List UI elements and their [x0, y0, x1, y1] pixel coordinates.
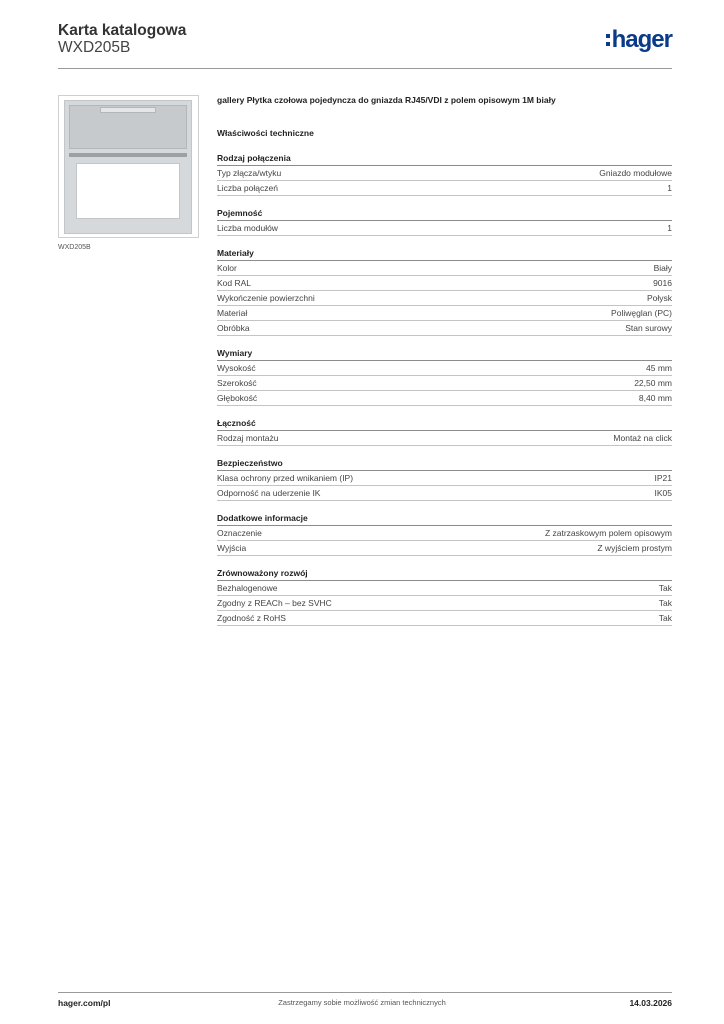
property-value: IK05 [654, 488, 672, 498]
product-image [58, 95, 199, 238]
property-value: Z wyjściem prostym [597, 543, 672, 553]
property-row [217, 471, 672, 486]
property-row [217, 431, 672, 446]
property-row [217, 611, 672, 626]
section-title: Wymiary [217, 347, 672, 361]
property-value: Tak [658, 613, 672, 623]
property-row [217, 321, 672, 336]
property-value: Stan surowy [625, 323, 672, 333]
footer-disclaimer: Zastrzegamy sobie możliwość zmian technicznych [278, 998, 446, 1007]
header-divider [58, 68, 672, 69]
product-details [217, 95, 672, 637]
property-value: Połysk [646, 293, 672, 303]
product-code: WXD205B [58, 39, 131, 56]
property-label: Kolor [217, 263, 237, 273]
property-row [217, 581, 672, 596]
property-value: Z zatrzaskowym polem opisowym [544, 528, 672, 538]
property-label: Typ złącza/wtyku [217, 168, 282, 178]
property-value: 9016 [653, 278, 672, 288]
footer-divider [58, 992, 672, 993]
property-value: 45 mm [646, 363, 672, 373]
property-section [217, 207, 672, 236]
image-caption: WXD205B [58, 244, 91, 251]
property-row [217, 361, 672, 376]
property-label: Szerokość [217, 378, 257, 388]
property-row [217, 596, 672, 611]
footer-website[interactable]: hager.com/pl [58, 998, 111, 1008]
property-section [217, 152, 672, 196]
property-value: 22,50 mm [634, 378, 672, 388]
hager-logo [606, 28, 672, 52]
property-label: Wyjścia [217, 543, 247, 553]
property-label: Odporność na uderzenie IK [217, 488, 321, 498]
plate-socket-window [76, 163, 180, 219]
property-row [217, 291, 672, 306]
plate-slot [69, 153, 187, 157]
property-value: Montaż na click [613, 433, 672, 443]
label-field [100, 107, 156, 113]
section-title: Materiały [217, 247, 672, 261]
property-row [217, 306, 672, 321]
property-section [217, 417, 672, 446]
property-row [217, 166, 672, 181]
property-value: Tak [658, 583, 672, 593]
property-label: Wysokość [217, 363, 256, 373]
property-label: Obróbka [217, 323, 250, 333]
property-label: Materiał [217, 308, 248, 318]
property-row [217, 261, 672, 276]
property-label: Liczba modułów [217, 223, 278, 233]
section-title: Bezpieczeństwo [217, 457, 672, 471]
property-label: Rodzaj montażu [217, 433, 279, 443]
logo-dots-icon [606, 32, 610, 48]
property-label: Zgodność z RoHS [217, 613, 286, 623]
logo-text: hager [611, 26, 672, 53]
property-label: Bezhalogenowe [217, 583, 278, 593]
property-section [217, 247, 672, 336]
property-label: Kod RAL [217, 278, 252, 288]
property-row [217, 526, 672, 541]
property-row [217, 391, 672, 406]
property-row [217, 221, 672, 236]
face-plate-illustration [64, 100, 192, 234]
document-title: Karta katalogowa [58, 22, 187, 39]
page-header [58, 22, 672, 68]
property-section [217, 567, 672, 626]
property-row [217, 276, 672, 291]
property-section [217, 347, 672, 406]
property-label: Oznaczenie [217, 528, 262, 538]
plate-flap [69, 105, 187, 149]
section-title: Pojemność [217, 207, 672, 221]
property-sections [217, 152, 672, 626]
property-value: Biały [653, 263, 672, 273]
property-section [217, 512, 672, 556]
property-value: Tak [658, 598, 672, 608]
property-value: Poliwęglan (PC) [611, 308, 672, 318]
property-label: Głębokość [217, 393, 258, 403]
section-title: Łączność [217, 417, 672, 431]
property-value: 8,40 mm [638, 393, 672, 403]
property-label: Wykończenie powierzchni [217, 293, 315, 303]
property-section [217, 457, 672, 501]
property-value: 1 [667, 183, 672, 193]
technical-properties-title: Właściwości techniczne [217, 128, 314, 138]
property-label: Zgodny z REACh – bez SVHC [217, 598, 332, 608]
product-name: gallery Płytka czołowa pojedyncza do gniazda RJ45/VDI z polem opisowym 1M biały [217, 95, 556, 105]
property-value: IP21 [654, 473, 672, 483]
property-label: Liczba połączeń [217, 183, 278, 193]
footer-date: 14.03.2026 [629, 998, 672, 1008]
section-title: Zrównoważony rozwój [217, 567, 672, 581]
property-row [217, 486, 672, 501]
property-row [217, 541, 672, 556]
property-value: Gniazdo modułowe [599, 168, 672, 178]
property-row [217, 181, 672, 196]
section-title: Dodatkowe informacje [217, 512, 672, 526]
property-label: Klasa ochrony przed wnikaniem (IP) [217, 473, 354, 483]
property-value: 1 [667, 223, 672, 233]
section-title: Rodzaj połączenia [217, 152, 672, 166]
property-row [217, 376, 672, 391]
